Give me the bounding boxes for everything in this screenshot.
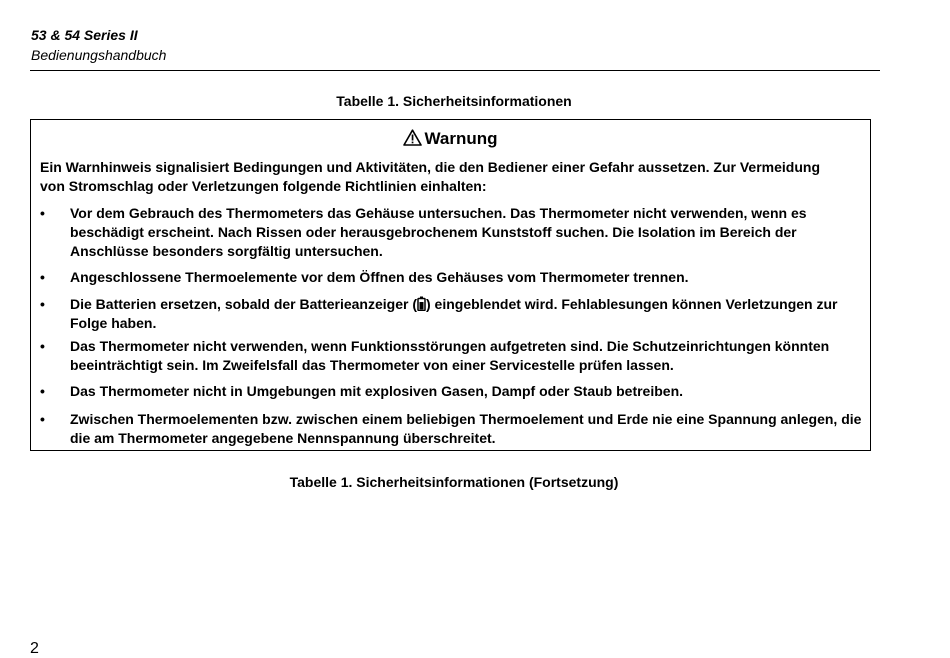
warning-box	[30, 119, 871, 451]
list-item-text: Angeschlossene Thermoelemente vor dem Öffnen des Gehäuses vom Thermometer trennen.	[70, 269, 689, 285]
list-item-text: Das Thermometer nicht verwenden, wenn Funktionsstörungen aufgetreten sind. Die Schutzeinrichtungen könnten beeinträchtigt sein. Im Zweifelsfall das Thermometer von einer Servicestelle prüfen lassen.	[70, 338, 830, 373]
manual-series-title: 53 & 54 Series II	[31, 27, 138, 43]
warning-heading-label: Warnung	[424, 129, 498, 148]
table-caption: Tabelle 1. Sicherheitsinformationen	[336, 93, 572, 109]
list-item-text: Vor dem Gebrauch des Thermometers das Gehäuse untersuchen. Das Thermometer nicht verwenden, wenn es beschädigt erscheint. Nach Rissen oder herausgebrochenem Kunststoff suchen. Die Isolation im Bereich der Anschlüsse besonders sorgfältig untersuchen.	[70, 205, 807, 259]
bullet-marker: •	[40, 411, 45, 427]
list-item-text-after: ) eingeblendet wird. Fehlablesungen können Verletzungen zur Folge haben.	[70, 296, 838, 331]
bullet-marker: •	[40, 269, 45, 285]
list-item-text: Das Thermometer nicht in Umgebungen mit explosiven Gasen, Dampf oder Staub betreiben.	[70, 383, 684, 399]
list-item	[40, 295, 865, 333]
warning-heading	[31, 128, 870, 150]
warning-triangle-icon	[403, 129, 422, 146]
battery-icon	[417, 296, 426, 311]
list-item	[40, 204, 865, 261]
list-item	[40, 268, 865, 287]
page-number: 2	[30, 640, 39, 657]
bullet-marker: •	[40, 383, 45, 399]
list-item-text	[70, 295, 865, 333]
list-item	[40, 410, 865, 448]
bullet-marker: •	[40, 296, 45, 312]
list-item	[40, 382, 865, 401]
table-caption-continued: Tabelle 1. Sicherheitsinformationen (Fortsetzung)	[289, 474, 619, 490]
list-item	[40, 337, 865, 375]
list-item-text: Zwischen Thermoelementen bzw. zwischen einem beliebigen Thermoelement und Erde nie eine Spannung anlegen, die die am Thermometer angegebene Nennspannung überschreitet.	[70, 411, 862, 446]
list-item-text-before: Die Batterien ersetzen, sobald der Batterieanzeiger (	[70, 296, 417, 312]
bullet-marker: •	[40, 338, 45, 354]
header-divider	[30, 70, 880, 71]
warning-intro-text: Ein Warnhinweis signalisiert Bedingungen und Aktivitäten, die den Bediener einer Gefahr aussetzen. Zur Vermeidung von Stromschlag oder Verletzungen folgende Richtlinien einhalten:	[40, 159, 821, 194]
bullet-marker: •	[40, 205, 45, 221]
manual-subtitle: Bedienungshandbuch	[31, 47, 167, 63]
